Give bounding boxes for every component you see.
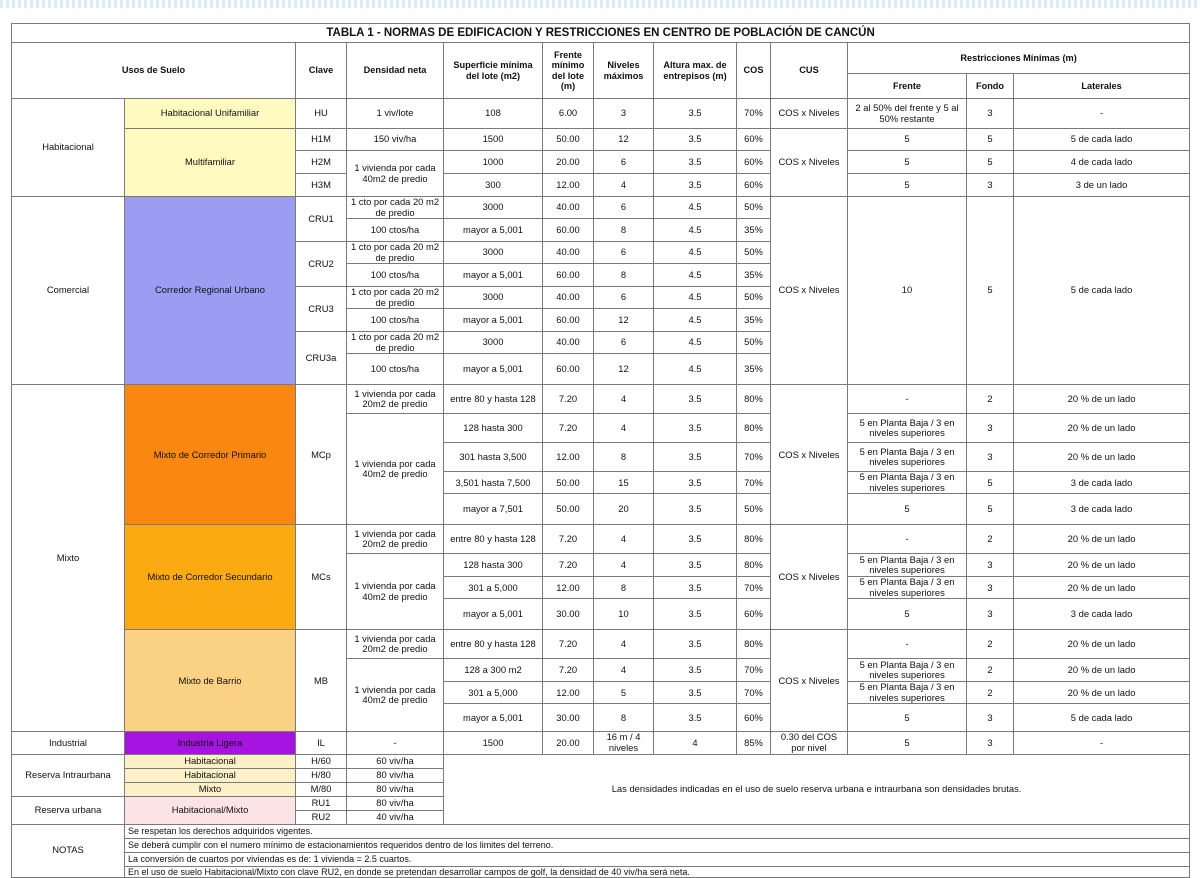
clave-cell: H3M xyxy=(296,174,347,197)
clave-cell: MCs xyxy=(296,525,347,630)
table-cell: 4 xyxy=(594,174,654,197)
clave-cell: H2M xyxy=(296,151,347,174)
table-cell: 12 xyxy=(594,309,654,332)
table-cell: 3 de cada lado xyxy=(1014,472,1190,494)
notes-row xyxy=(12,852,1190,866)
reserva-note: Las densidades indicadas en el uso de suelo reserva urbana e intraurbana son densidades brutas. xyxy=(444,754,1190,824)
table-cell: 16 m / 4 niveles xyxy=(594,732,654,754)
table-cell: 40.00 xyxy=(543,197,594,219)
table-cell: 1 cto por cada 20 m2 de predio xyxy=(347,242,444,264)
table-cell: 3000 xyxy=(444,197,543,219)
table-cell: 3.5 xyxy=(654,704,737,732)
clave-cell: CRU3a xyxy=(296,332,347,385)
table-cell: mayor a 5,001 xyxy=(444,354,543,385)
subgroup-reserva-habitacional: Habitacional xyxy=(125,768,296,782)
table-title: TABLA 1 - NORMAS DE EDIFICACION Y RESTRICCIONES EN CENTRO DE POBLACIÓN DE CANCÚN xyxy=(12,24,1190,43)
table-cell: 50% xyxy=(737,242,771,264)
table-cell: 4 xyxy=(594,525,654,554)
table-cell: 8 xyxy=(594,264,654,287)
table-cell: entre 80 y hasta 128 xyxy=(444,630,543,659)
table-cell: 5 xyxy=(967,129,1014,151)
table-cell: 50% xyxy=(737,197,771,219)
table-row xyxy=(12,732,1190,754)
table-cell: 3.5 xyxy=(654,554,737,577)
norms-table-container xyxy=(11,23,1189,877)
table-cell: 4.5 xyxy=(654,264,737,287)
table-cell: 3.5 xyxy=(654,385,737,414)
table-cell: 5 xyxy=(967,472,1014,494)
table-cell: 6.00 xyxy=(543,99,594,129)
table-cell: COS x Niveles xyxy=(771,99,848,129)
table-cell: mayor a 5,001 xyxy=(444,219,543,242)
table-cell: 60% xyxy=(737,151,771,174)
clave-cell: MB xyxy=(296,630,347,732)
table-cell: 100 ctos/ha xyxy=(347,219,444,242)
table-cell: 60.00 xyxy=(543,219,594,242)
subgroup-reserva-habitacional: Habitacional xyxy=(125,754,296,768)
table-cell: 60% xyxy=(737,599,771,630)
table-cell: 1 vivienda por cada 40m2 de predio xyxy=(347,414,444,525)
table-cell: 80% xyxy=(737,414,771,443)
table-cell: 128 hasta 300 xyxy=(444,554,543,577)
table-cell: 50% xyxy=(737,494,771,525)
table-cell: 3 xyxy=(967,99,1014,129)
table-cell: 150 viv/ha xyxy=(347,129,444,151)
table-cell: 4.5 xyxy=(654,197,737,219)
table-cell: 7.20 xyxy=(543,414,594,443)
table-row xyxy=(12,754,1190,768)
table-cell: 80% xyxy=(737,630,771,659)
table-cell: 35% xyxy=(737,264,771,287)
table-cell: 12.00 xyxy=(543,174,594,197)
top-decorative-line xyxy=(0,0,1200,8)
clave-cell: CRU1 xyxy=(296,197,347,242)
group-comercial: Comercial xyxy=(12,197,125,385)
header-frente-minimo: Frente mínimo del lote (m) xyxy=(543,43,594,99)
table-cell: 2 xyxy=(967,525,1014,554)
table-cell: 70% xyxy=(737,443,771,472)
table-cell: 1 vivienda por cada 40m2 de predio xyxy=(347,554,444,630)
table-cell: COS x Niveles xyxy=(771,525,848,630)
table-cell: - xyxy=(1014,732,1190,754)
clave-cell: CRU3 xyxy=(296,287,347,332)
table-cell: 4 xyxy=(594,630,654,659)
table-cell: mayor a 5,001 xyxy=(444,309,543,332)
table-cell: mayor a 5,001 xyxy=(444,704,543,732)
table-cell: 3.5 xyxy=(654,443,737,472)
table-cell: 3.5 xyxy=(654,414,737,443)
table-cell: H/60 xyxy=(296,754,347,768)
table-cell: 100 ctos/ha xyxy=(347,264,444,287)
header-clave: Clave xyxy=(296,43,347,99)
table-cell: 50.00 xyxy=(543,494,594,525)
table-cell: 70% xyxy=(737,659,771,682)
table-cell: 4.5 xyxy=(654,219,737,242)
table-cell: IL xyxy=(296,732,347,754)
table-cell: 60.00 xyxy=(543,264,594,287)
table-cell: 12.00 xyxy=(543,443,594,472)
table-row xyxy=(12,129,1190,151)
table-cell: 5 en Planta Baja / 3 en niveles superiores xyxy=(848,443,967,472)
table-cell: 5 xyxy=(967,197,1014,385)
note-text: Se respetan los derechos adquiridos vigentes. xyxy=(125,824,1190,838)
table-cell: 3.5 xyxy=(654,174,737,197)
table-cell: 7.20 xyxy=(543,525,594,554)
table-cell: 70% xyxy=(737,682,771,704)
table-cell: 5 de cada lado xyxy=(1014,197,1190,385)
table-cell: 3 xyxy=(967,554,1014,577)
table-cell: 85% xyxy=(737,732,771,754)
group-reserva-intraurbana: Reserva Intraurbana xyxy=(12,754,125,796)
table-cell: 5 xyxy=(848,174,967,197)
table-cell: 12.00 xyxy=(543,682,594,704)
table-row xyxy=(12,525,1190,554)
table-cell: 1000 xyxy=(444,151,543,174)
subgroup-industria-ligera: Industria Ligera xyxy=(125,732,296,754)
table-cell: mayor a 5,001 xyxy=(444,264,543,287)
table-cell: 20.00 xyxy=(543,151,594,174)
table-cell: COS x Niveles xyxy=(771,630,848,732)
note-text: En el uso de suelo Habitacional/Mixto con clave RU2, en donde se pretendan desarrollar campos de golf, la densidad de 40 viv/ha será neta. xyxy=(125,866,1190,877)
table-cell: 80 viv/ha xyxy=(347,768,444,782)
subgroup-mixto-de-barrio: Mixto de Barrio xyxy=(125,630,296,732)
table-cell: 60% xyxy=(737,129,771,151)
table-cell: 5 xyxy=(967,494,1014,525)
norms-table-body xyxy=(12,24,1190,878)
table-cell: 3.5 xyxy=(654,494,737,525)
header-r-laterales: Laterales xyxy=(1014,74,1190,99)
header-r-fondo: Fondo xyxy=(967,74,1014,99)
subgroup-mixto-corredor-secundario: Mixto de Corredor Secundario xyxy=(125,525,296,630)
table-cell: 20 xyxy=(594,494,654,525)
table-cell: 301 a 5,000 xyxy=(444,577,543,599)
table-cell: 8 xyxy=(594,219,654,242)
table-cell: 3 xyxy=(967,414,1014,443)
table-cell: 5 xyxy=(848,129,967,151)
table-cell: 4 xyxy=(594,659,654,682)
table-cell: 1 vivienda por cada 40m2 de predio xyxy=(347,659,444,732)
table-cell: 20 % de un lado xyxy=(1014,554,1190,577)
table-cell: 80% xyxy=(737,525,771,554)
table-cell: - xyxy=(347,732,444,754)
table-cell: 50.00 xyxy=(543,472,594,494)
header-usos: Usos de Suelo xyxy=(12,43,296,99)
table-row xyxy=(12,99,1190,129)
group-reserva-urbana: Reserva urbana xyxy=(12,796,125,824)
table-cell: 5 xyxy=(848,494,967,525)
table-cell: 3.5 xyxy=(654,472,737,494)
table-cell: 4.5 xyxy=(654,309,737,332)
table-cell: 6 xyxy=(594,197,654,219)
clave-cell: CRU2 xyxy=(296,242,347,287)
table-cell: 12 xyxy=(594,354,654,385)
table-cell: 60.00 xyxy=(543,309,594,332)
table-cell: 1 vivienda por cada 40m2 de predio xyxy=(347,151,444,197)
table-cell: 6 xyxy=(594,332,654,354)
table-cell: 8 xyxy=(594,704,654,732)
table-cell: RU2 xyxy=(296,810,347,824)
table-cell: 300 xyxy=(444,174,543,197)
table-cell: 4 xyxy=(654,732,737,754)
table-cell: 20 % de un lado xyxy=(1014,682,1190,704)
subgroup-mixto-corredor-primario: Mixto de Corredor Primario xyxy=(125,385,296,525)
table-cell: - xyxy=(848,630,967,659)
table-cell: 5 en Planta Baja / 3 en niveles superiores xyxy=(848,472,967,494)
title-row xyxy=(12,24,1190,43)
table-cell: 5 de cada lado xyxy=(1014,129,1190,151)
header-superficie: Superficie mínima del lote (m2) xyxy=(444,43,543,99)
table-cell: 3000 xyxy=(444,287,543,309)
subgroup-habitacional-unifamiliar: Habitacional Unifamiliar xyxy=(125,99,296,129)
table-cell: - xyxy=(1014,99,1190,129)
table-cell: 20 % de un lado xyxy=(1014,414,1190,443)
table-cell: 70% xyxy=(737,577,771,599)
table-cell: 3.5 xyxy=(654,630,737,659)
table-cell: 7.20 xyxy=(543,659,594,682)
table-cell: RU1 xyxy=(296,796,347,810)
table-cell: 20 % de un lado xyxy=(1014,577,1190,599)
table-cell: 3.5 xyxy=(654,129,737,151)
norms-table xyxy=(11,23,1190,878)
table-cell: 40.00 xyxy=(543,242,594,264)
table-cell: 80% xyxy=(737,385,771,414)
table-cell: COS x Niveles xyxy=(771,385,848,525)
table-row xyxy=(12,385,1190,414)
table-cell: 30.00 xyxy=(543,704,594,732)
table-cell: 128 hasta 300 xyxy=(444,414,543,443)
group-habitacional: Habitacional xyxy=(12,99,125,197)
table-cell: 3 xyxy=(967,732,1014,754)
table-cell: 20 % de un lado xyxy=(1014,443,1190,472)
table-cell: 128 a 300 m2 xyxy=(444,659,543,682)
table-cell: 3.5 xyxy=(654,577,737,599)
table-cell: 35% xyxy=(737,219,771,242)
table-cell: COS x Niveles xyxy=(771,197,848,385)
table-cell: 4 de cada lado xyxy=(1014,151,1190,174)
header-restricciones: Restricciones Mínimas (m) xyxy=(848,43,1190,74)
group-notas: NOTAS xyxy=(12,824,125,877)
table-cell: 1 vivienda por cada 20m2 de predio xyxy=(347,630,444,659)
table-cell: 3.5 xyxy=(654,682,737,704)
note-text: La conversión de cuartos por viviendas es de: 1 vivienda = 2.5 cuartos. xyxy=(125,852,1190,866)
table-cell: 1 cto por cada 20 m2 de predio xyxy=(347,332,444,354)
subgroup-habitacional-mixto: Habitacional/Mixto xyxy=(125,796,296,824)
table-cell: 0.30 del COS por nivel xyxy=(771,732,848,754)
table-cell: 40.00 xyxy=(543,287,594,309)
table-cell: 5 xyxy=(848,599,967,630)
header-cos: COS xyxy=(737,43,771,99)
table-cell: 3 xyxy=(967,704,1014,732)
table-cell: 3.5 xyxy=(654,525,737,554)
table-cell: 35% xyxy=(737,309,771,332)
table-cell: 4 xyxy=(594,414,654,443)
table-cell: 5 de cada lado xyxy=(1014,704,1190,732)
clave-cell: H1M xyxy=(296,129,347,151)
table-cell: 3000 xyxy=(444,332,543,354)
table-cell: 60 viv/ha xyxy=(347,754,444,768)
table-cell: 8 xyxy=(594,577,654,599)
table-cell: 3 xyxy=(967,577,1014,599)
header-row-1 xyxy=(12,43,1190,74)
table-cell: 10 xyxy=(848,197,967,385)
table-cell: 5 en Planta Baja / 3 en niveles superiores xyxy=(848,577,967,599)
table-cell: 4.5 xyxy=(654,354,737,385)
table-cell: 3,501 hasta 7,500 xyxy=(444,472,543,494)
table-cell: 2 al 50% del frente y 5 al 50% restante xyxy=(848,99,967,129)
table-cell: 3000 xyxy=(444,242,543,264)
table-cell: 5 xyxy=(594,682,654,704)
table-cell: 1 cto por cada 20 m2 de predio xyxy=(347,197,444,219)
table-row xyxy=(12,197,1190,219)
table-cell: 2 xyxy=(967,682,1014,704)
table-cell: 20 % de un lado xyxy=(1014,630,1190,659)
table-cell: 3 xyxy=(967,443,1014,472)
table-cell: 70% xyxy=(737,99,771,129)
table-cell: 40.00 xyxy=(543,332,594,354)
table-cell: H/80 xyxy=(296,768,347,782)
table-cell: 4 xyxy=(594,385,654,414)
table-cell: 4 xyxy=(594,554,654,577)
table-cell: 5 xyxy=(848,151,967,174)
table-cell: 80 viv/ha xyxy=(347,796,444,810)
table-cell: 5 en Planta Baja / 3 en niveles superiores xyxy=(848,554,967,577)
table-cell: COS x Niveles xyxy=(771,129,848,197)
notes-row xyxy=(12,824,1190,838)
table-cell: 5 en Planta Baja / 3 en niveles superiores xyxy=(848,659,967,682)
table-cell: - xyxy=(848,525,967,554)
table-cell: 301 a 5,000 xyxy=(444,682,543,704)
table-cell: 2 xyxy=(967,630,1014,659)
table-cell: 3 xyxy=(967,599,1014,630)
table-cell: 8 xyxy=(594,443,654,472)
note-text: Se deberá cumplir con el numero mínimo de estacionamientos requeridos dentro de los limites del terreno. xyxy=(125,838,1190,852)
table-cell: 6 xyxy=(594,151,654,174)
table-cell: 10 xyxy=(594,599,654,630)
table-cell: 20 % de un lado xyxy=(1014,385,1190,414)
table-cell: 60.00 xyxy=(543,354,594,385)
table-cell: 100 ctos/ha xyxy=(347,354,444,385)
header-densidad: Densidad neta xyxy=(347,43,444,99)
table-cell: 60% xyxy=(737,704,771,732)
table-cell: 70% xyxy=(737,472,771,494)
table-cell: HU xyxy=(296,99,347,129)
notes-row xyxy=(12,866,1190,877)
table-cell: 100 ctos/ha xyxy=(347,309,444,332)
table-cell: 30.00 xyxy=(543,599,594,630)
table-cell: 1 viv/lote xyxy=(347,99,444,129)
table-cell: 3 xyxy=(967,174,1014,197)
subgroup-reserva-mixto: Mixto xyxy=(125,782,296,796)
header-altura: Altura max. de entrepisos (m) xyxy=(654,43,737,99)
table-cell: - xyxy=(848,385,967,414)
table-cell: 2 xyxy=(967,659,1014,682)
notes-row xyxy=(12,838,1190,852)
table-cell: entre 80 y hasta 128 xyxy=(444,385,543,414)
subgroup-multifamiliar: Multifamiliar xyxy=(125,129,296,197)
table-cell: 6 xyxy=(594,242,654,264)
table-row xyxy=(12,630,1190,659)
table-cell: M/80 xyxy=(296,782,347,796)
table-cell: 80 viv/ha xyxy=(347,782,444,796)
table-cell: 20 % de un lado xyxy=(1014,525,1190,554)
table-cell: mayor a 5,001 xyxy=(444,599,543,630)
table-cell: 1500 xyxy=(444,732,543,754)
table-cell: 3 de cada lado xyxy=(1014,599,1190,630)
table-cell: 3.5 xyxy=(654,599,737,630)
table-cell: 4.5 xyxy=(654,287,737,309)
table-cell: 12 xyxy=(594,129,654,151)
table-cell: 20 % de un lado xyxy=(1014,659,1190,682)
table-cell: 35% xyxy=(737,354,771,385)
table-cell: 50.00 xyxy=(543,129,594,151)
table-cell: 15 xyxy=(594,472,654,494)
table-cell: 108 xyxy=(444,99,543,129)
group-mixto: Mixto xyxy=(12,385,125,732)
header-niveles: Niveles máximos xyxy=(594,43,654,99)
table-cell: 3 xyxy=(594,99,654,129)
table-cell: 3 de cada lado xyxy=(1014,494,1190,525)
table-cell: 3.5 xyxy=(654,151,737,174)
table-cell: 7.20 xyxy=(543,385,594,414)
table-cell: 40 viv/ha xyxy=(347,810,444,824)
table-cell: 5 xyxy=(848,732,967,754)
table-cell: 5 en Planta Baja / 3 en niveles superiores xyxy=(848,414,967,443)
group-industrial: Industrial xyxy=(12,732,125,754)
table-cell: 7.20 xyxy=(543,554,594,577)
table-cell: 2 xyxy=(967,385,1014,414)
clave-cell: MCp xyxy=(296,385,347,525)
table-cell: 20.00 xyxy=(543,732,594,754)
table-cell: 3 de un lado xyxy=(1014,174,1190,197)
table-cell: mayor a 7,501 xyxy=(444,494,543,525)
table-cell: 5 xyxy=(967,151,1014,174)
subgroup-corredor-regional-urbano: Corredor Regional Urbano xyxy=(125,197,296,385)
table-cell: 5 xyxy=(848,704,967,732)
table-cell: 50% xyxy=(737,287,771,309)
table-cell: 5 en Planta Baja / 3 en niveles superiores xyxy=(848,682,967,704)
table-cell: 60% xyxy=(737,174,771,197)
table-cell: 3.5 xyxy=(654,659,737,682)
table-cell: 1 cto por cada 20 m2 de predio xyxy=(347,287,444,309)
table-cell: 50% xyxy=(737,332,771,354)
table-cell: 6 xyxy=(594,287,654,309)
table-cell: 301 hasta 3,500 xyxy=(444,443,543,472)
header-cus: CUS xyxy=(771,43,848,99)
table-cell: 4.5 xyxy=(654,242,737,264)
table-cell: 1 vivienda por cada 20m2 de predio xyxy=(347,525,444,554)
table-cell: 1500 xyxy=(444,129,543,151)
table-cell: 7.20 xyxy=(543,630,594,659)
table-cell: entre 80 y hasta 128 xyxy=(444,525,543,554)
table-cell: 1 vivienda por cada 20m2 de predio xyxy=(347,385,444,414)
header-r-frente: Frente xyxy=(848,74,967,99)
table-cell: 3.5 xyxy=(654,99,737,129)
table-cell: 4.5 xyxy=(654,332,737,354)
table-cell: 80% xyxy=(737,554,771,577)
table-cell: 12.00 xyxy=(543,577,594,599)
